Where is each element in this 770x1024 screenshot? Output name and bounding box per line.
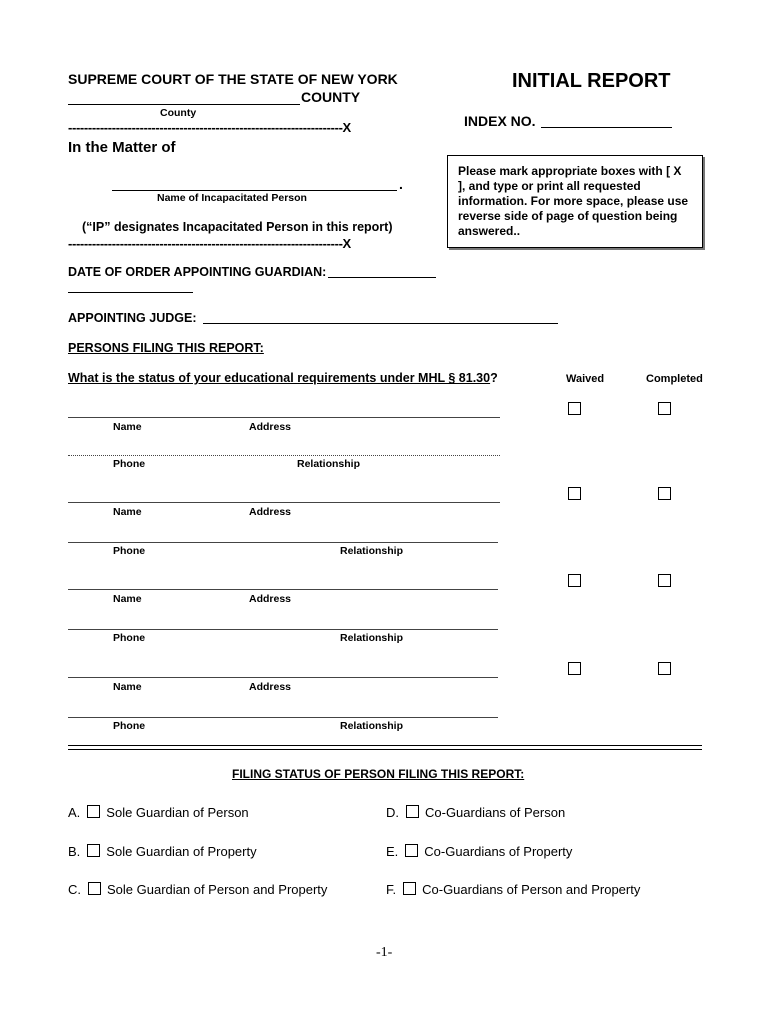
filer-2-completed-checkbox[interactable] xyxy=(658,487,671,500)
education-question-mark: ? xyxy=(490,371,498,385)
date-of-order-line-2[interactable] xyxy=(68,292,193,293)
filer-4-completed-checkbox[interactable] xyxy=(658,662,671,675)
filer-3-phone-line[interactable] xyxy=(68,629,498,630)
filer-3-waived-checkbox[interactable] xyxy=(568,574,581,587)
caption-dash-line-1: ---------------------------------------------------------------------X xyxy=(68,120,351,135)
filing-option-c-letter: C. xyxy=(68,882,81,897)
filer-2-phone-line[interactable] xyxy=(68,542,498,543)
filer-3-address-label: Address xyxy=(249,593,292,605)
filer-1-name-line[interactable] xyxy=(68,417,500,418)
date-of-order-line-1[interactable] xyxy=(328,277,436,278)
filer-2-waived-checkbox[interactable] xyxy=(568,487,581,500)
filer-1-relationship-label: Relationship xyxy=(297,458,361,470)
filer-1-completed-checkbox[interactable] xyxy=(658,402,671,415)
filer-4-waived-checkbox[interactable] xyxy=(568,662,581,675)
filing-option-d-checkbox[interactable] xyxy=(406,805,419,818)
filer-4-address-label: Address xyxy=(249,681,292,693)
filing-option-b-label: Sole Guardian of Property xyxy=(106,844,257,859)
ip-name-period: . xyxy=(399,176,403,192)
filing-option-b-checkbox[interactable] xyxy=(87,844,100,857)
filing-option-d-letter: D. xyxy=(386,805,399,820)
filer-4-name-line[interactable] xyxy=(68,677,498,678)
education-question xyxy=(68,371,498,385)
filer-1-phone-label: Phone xyxy=(113,458,146,470)
filer-3-name-label: Name xyxy=(113,593,142,605)
filer-3-relationship-label: Relationship xyxy=(340,632,404,644)
appointing-judge-line[interactable] xyxy=(203,323,558,324)
filing-option-c[interactable] xyxy=(68,882,327,897)
filer-2-relationship-label: Relationship xyxy=(340,545,404,557)
filer-3-completed-checkbox[interactable] xyxy=(658,574,671,587)
page-number: -1- xyxy=(376,945,393,960)
filer-4-relationship-label: Relationship xyxy=(340,720,404,732)
date-of-order-label: DATE OF ORDER APPOINTING GUARDIAN: xyxy=(68,265,327,279)
filing-option-e-checkbox[interactable] xyxy=(405,844,418,857)
filer-4-name-label: Name xyxy=(113,681,142,693)
filer-3-phone-label: Phone xyxy=(113,632,146,644)
filing-option-a[interactable] xyxy=(68,805,249,820)
index-label: INDEX NO. xyxy=(464,113,536,129)
filing-option-b-letter: B. xyxy=(68,844,81,859)
filing-option-c-label: Sole Guardian of Person and Property xyxy=(107,882,328,897)
education-question-text: What is the status of your educational requirements under MHL § 81.30 xyxy=(68,371,491,385)
filing-option-e[interactable] xyxy=(386,844,572,859)
filer-3-name-line[interactable] xyxy=(68,589,498,590)
ip-name-line[interactable] xyxy=(112,190,397,191)
filing-status-heading: FILING STATUS OF PERSON FILING THIS REPORT: xyxy=(232,767,525,781)
index-number-line[interactable] xyxy=(541,127,672,128)
filer-1-phone-line[interactable] xyxy=(68,455,500,456)
report-title: INITIAL REPORT xyxy=(512,70,671,92)
filing-option-a-letter: A. xyxy=(68,805,81,820)
filing-option-d-label: Co-Guardians of Person xyxy=(425,805,566,820)
instructions-box: Please mark appropriate boxes with [ X ], and type or print all requested information. For more space, please use reverse side of page of question being answered.. xyxy=(447,155,703,248)
matter-heading: In the Matter of xyxy=(68,139,176,156)
county-line[interactable] xyxy=(68,104,300,105)
filer-4-phone-line[interactable] xyxy=(68,717,498,718)
filing-option-c-checkbox[interactable] xyxy=(88,882,101,895)
waived-header: Waived xyxy=(566,373,605,385)
court-heading: SUPREME COURT OF THE STATE OF NEW YORK xyxy=(68,71,398,87)
filing-option-b[interactable] xyxy=(68,844,257,859)
section-divider xyxy=(68,745,702,750)
filer-4-phone-label: Phone xyxy=(113,720,146,732)
filing-option-f-letter: F. xyxy=(386,882,397,897)
filer-1-name-label: Name xyxy=(113,421,142,433)
ip-name-label: Name of Incapacitated Person xyxy=(157,192,307,204)
filing-option-f-label: Co-Guardians of Person and Property xyxy=(422,882,641,897)
county-label: County xyxy=(160,107,197,119)
filing-option-f-checkbox[interactable] xyxy=(403,882,416,895)
caption-dash-line-2: ---------------------------------------------------------------------X xyxy=(68,236,351,251)
filer-1-address-label: Address xyxy=(249,421,292,433)
filing-option-a-checkbox[interactable] xyxy=(87,805,100,818)
filer-2-name-line[interactable] xyxy=(68,502,500,503)
filing-option-d[interactable] xyxy=(386,805,565,820)
filer-1-waived-checkbox[interactable] xyxy=(568,402,581,415)
appointing-judge-label: APPOINTING JUDGE: xyxy=(68,311,197,325)
filing-option-f[interactable] xyxy=(386,882,640,897)
filer-2-name-label: Name xyxy=(113,506,142,518)
filer-2-address-label: Address xyxy=(249,506,292,518)
filing-option-a-label: Sole Guardian of Person xyxy=(106,805,249,820)
persons-filing-heading: PERSONS FILING THIS REPORT: xyxy=(68,341,264,355)
filing-option-e-letter: E. xyxy=(386,844,399,859)
filing-option-e-label: Co-Guardians of Property xyxy=(424,844,573,859)
filer-2-phone-label: Phone xyxy=(113,545,146,557)
completed-header: Completed xyxy=(646,373,703,385)
ip-designation-note: (“IP” designates Incapacitated Person in this report) xyxy=(82,220,393,234)
county-suffix: COUNTY xyxy=(301,89,361,105)
